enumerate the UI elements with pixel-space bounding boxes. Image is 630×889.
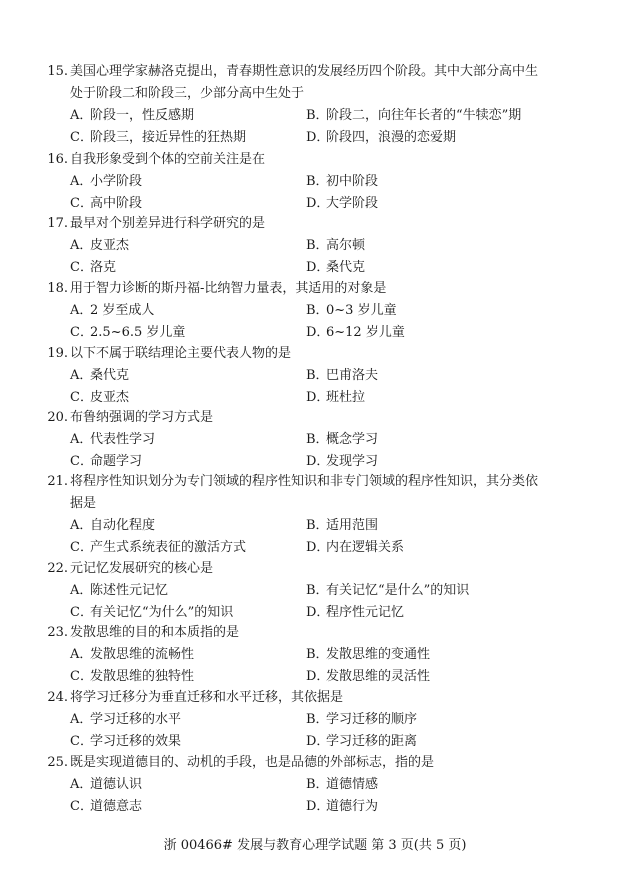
question-number: 23. [47, 625, 68, 640]
option-d[interactable]: D．大学阶段 [306, 196, 379, 211]
question-stem-line: 将程序性知识划分为专门领域的程序性知识和非专门领域的程序性知识，其分类依 [70, 474, 539, 489]
option-a[interactable]: A．2 岁至成人 [70, 303, 155, 318]
option-d[interactable]: D．内在逻辑关系 [306, 540, 405, 555]
option-a[interactable]: A．阶段一，性反感期 [70, 108, 195, 123]
question-number: 18. [47, 281, 68, 296]
question-stem-line: 元记忆发展研究的核心是 [70, 561, 214, 576]
option-b[interactable]: B．概念学习 [306, 432, 379, 447]
option-d[interactable]: D．程序性元记忆 [306, 605, 405, 620]
option-c[interactable]: C．道德意志 [70, 799, 143, 814]
option-d[interactable]: D．发散思维的灵活性 [306, 669, 431, 684]
option-d[interactable]: D．学习迁移的距离 [306, 734, 418, 749]
question-number: 17. [47, 216, 68, 231]
option-b[interactable]: B．巴甫洛夫 [306, 368, 379, 383]
option-c[interactable]: C．阶段三，接近异性的狂热期 [70, 130, 247, 145]
option-d[interactable]: D．阶段四，浪漫的恋爱期 [306, 130, 457, 145]
question-number: 16. [47, 152, 68, 167]
option-c[interactable]: C．高中阶段 [70, 196, 143, 211]
option-b[interactable]: B．适用范围 [306, 518, 379, 533]
question-number: 25. [47, 755, 68, 770]
option-c[interactable]: C．命题学习 [70, 454, 143, 469]
option-b[interactable]: B．阶段二，向往年长者的“牛犊恋”期 [306, 108, 522, 123]
option-b[interactable]: B．高尔顿 [306, 238, 366, 253]
question-stem-line: 据是 [70, 496, 97, 511]
question-number: 21. [47, 474, 68, 489]
option-a[interactable]: A．学习迁移的水平 [70, 712, 182, 727]
option-b[interactable]: B．道德情感 [306, 777, 379, 792]
option-b[interactable]: B．初中阶段 [306, 174, 379, 189]
question-stem-line: 既是实现道德目的、动机的手段，也是品德的外部标志，指的是 [70, 755, 435, 770]
option-b[interactable]: B．学习迁移的顺序 [306, 712, 418, 727]
question-number: 19. [47, 346, 68, 361]
question-stem-line: 将学习迁移分为垂直迁移和水平迁移，其依据是 [70, 690, 344, 705]
question-stem-line: 布鲁纳强调的学习方式是 [70, 410, 214, 425]
question-stem-line: 最早对个别差异进行科学研究的是 [70, 216, 266, 231]
option-a[interactable]: A．自动化程度 [70, 518, 156, 533]
question-stem-line: 用于智力诊断的斯丹福-比纳智力量表，其适用的对象是 [70, 281, 387, 296]
question-number: 22. [47, 561, 68, 576]
option-a[interactable]: A．皮亚杰 [70, 238, 130, 253]
page-footer: 浙 00466# 发展与教育心理学试题 第 3 页(共 5 页) [163, 838, 467, 853]
option-d[interactable]: D．桑代克 [306, 260, 366, 275]
option-c[interactable]: C．2.5~6.5 岁儿童 [70, 325, 186, 340]
option-b[interactable]: B．发散思维的变通性 [306, 647, 431, 662]
option-b[interactable]: B．有关记忆“是什么”的知识 [306, 583, 470, 598]
question-stem-line: 美国心理学家赫洛克提出，青春期性意识的发展经历四个阶段。其中大部分高中生 [70, 64, 539, 79]
question-number: 20. [47, 410, 68, 425]
option-a[interactable]: A．道德认识 [70, 777, 143, 792]
option-a[interactable]: A．小学阶段 [70, 174, 143, 189]
option-a[interactable]: A．桑代克 [70, 368, 130, 383]
option-d[interactable]: D．发现学习 [306, 454, 379, 469]
option-c[interactable]: C．学习迁移的效果 [70, 734, 182, 749]
option-d[interactable]: D．6~12 岁儿童 [306, 325, 405, 340]
question-stem-line: 处于阶段二和阶段三，少部分高中生处于 [70, 86, 305, 101]
option-b[interactable]: B．0~3 岁儿童 [306, 303, 397, 318]
question-stem-line: 发散思维的目的和本质指的是 [70, 625, 240, 640]
question-stem-line: 以下不属于联结理论主要代表人物的是 [70, 346, 292, 361]
option-c[interactable]: C．产生式系统表征的激活方式 [70, 540, 247, 555]
option-c[interactable]: C．洛克 [70, 260, 117, 275]
question-stem-line: 自我形象受到个体的空前关注是在 [70, 152, 266, 167]
option-a[interactable]: A．陈述性元记忆 [70, 583, 169, 598]
option-c[interactable]: C．皮亚杰 [70, 390, 130, 405]
option-a[interactable]: A．发散思维的流畅性 [70, 647, 195, 662]
question-number: 15. [47, 64, 68, 79]
question-number: 24. [47, 690, 68, 705]
option-d[interactable]: D．班杜拉 [306, 390, 366, 405]
option-d[interactable]: D．道德行为 [306, 799, 379, 814]
option-a[interactable]: A．代表性学习 [70, 432, 156, 447]
option-c[interactable]: C．发散思维的独特性 [70, 669, 195, 684]
option-c[interactable]: C．有关记忆“为什么”的知识 [70, 605, 234, 620]
